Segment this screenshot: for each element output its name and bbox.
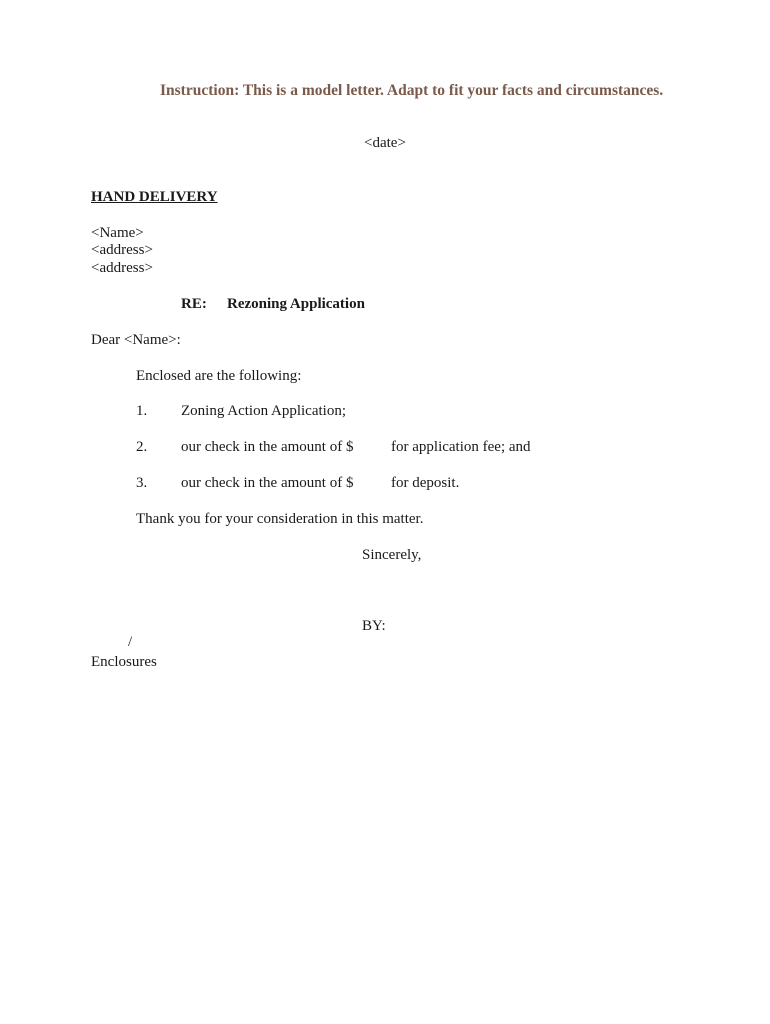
signature-label: BY: [362,618,386,634]
list-item-text: Zoning Action Application; [181,403,346,419]
thank-you-line: Thank you for your consideration in this matter. [136,511,424,527]
list-item-number: 2. [136,439,148,455]
salutation: Dear <Name>: [91,332,181,348]
initials-separator: / [128,634,133,650]
delivery-method: HAND DELIVERY [91,189,218,205]
subject-label: RE: [181,296,207,312]
list-item-purpose: for deposit. [391,475,460,491]
list-item-text: our check in the amount of $ [181,439,354,455]
closing: Sincerely, [362,547,422,563]
list-item-purpose: for application fee; and [391,439,531,455]
list-item-number: 1. [136,403,148,419]
list-item-number: 3. [136,475,148,491]
enclosures-label: Enclosures [91,654,157,670]
list-item-text: our check in the amount of $ [181,475,354,491]
date-placeholder: <date> [364,135,406,151]
recipient-address-line-2: <address> [91,260,153,276]
recipient-address-line-1: <address> [91,242,153,258]
subject-text: Rezoning Application [227,296,365,312]
recipient-name: <Name> [91,225,144,241]
instruction-note: Instruction: This is a model letter. Adapt to fit your facts and circumstances. [160,82,664,99]
enclosed-intro: Enclosed are the following: [136,368,302,384]
